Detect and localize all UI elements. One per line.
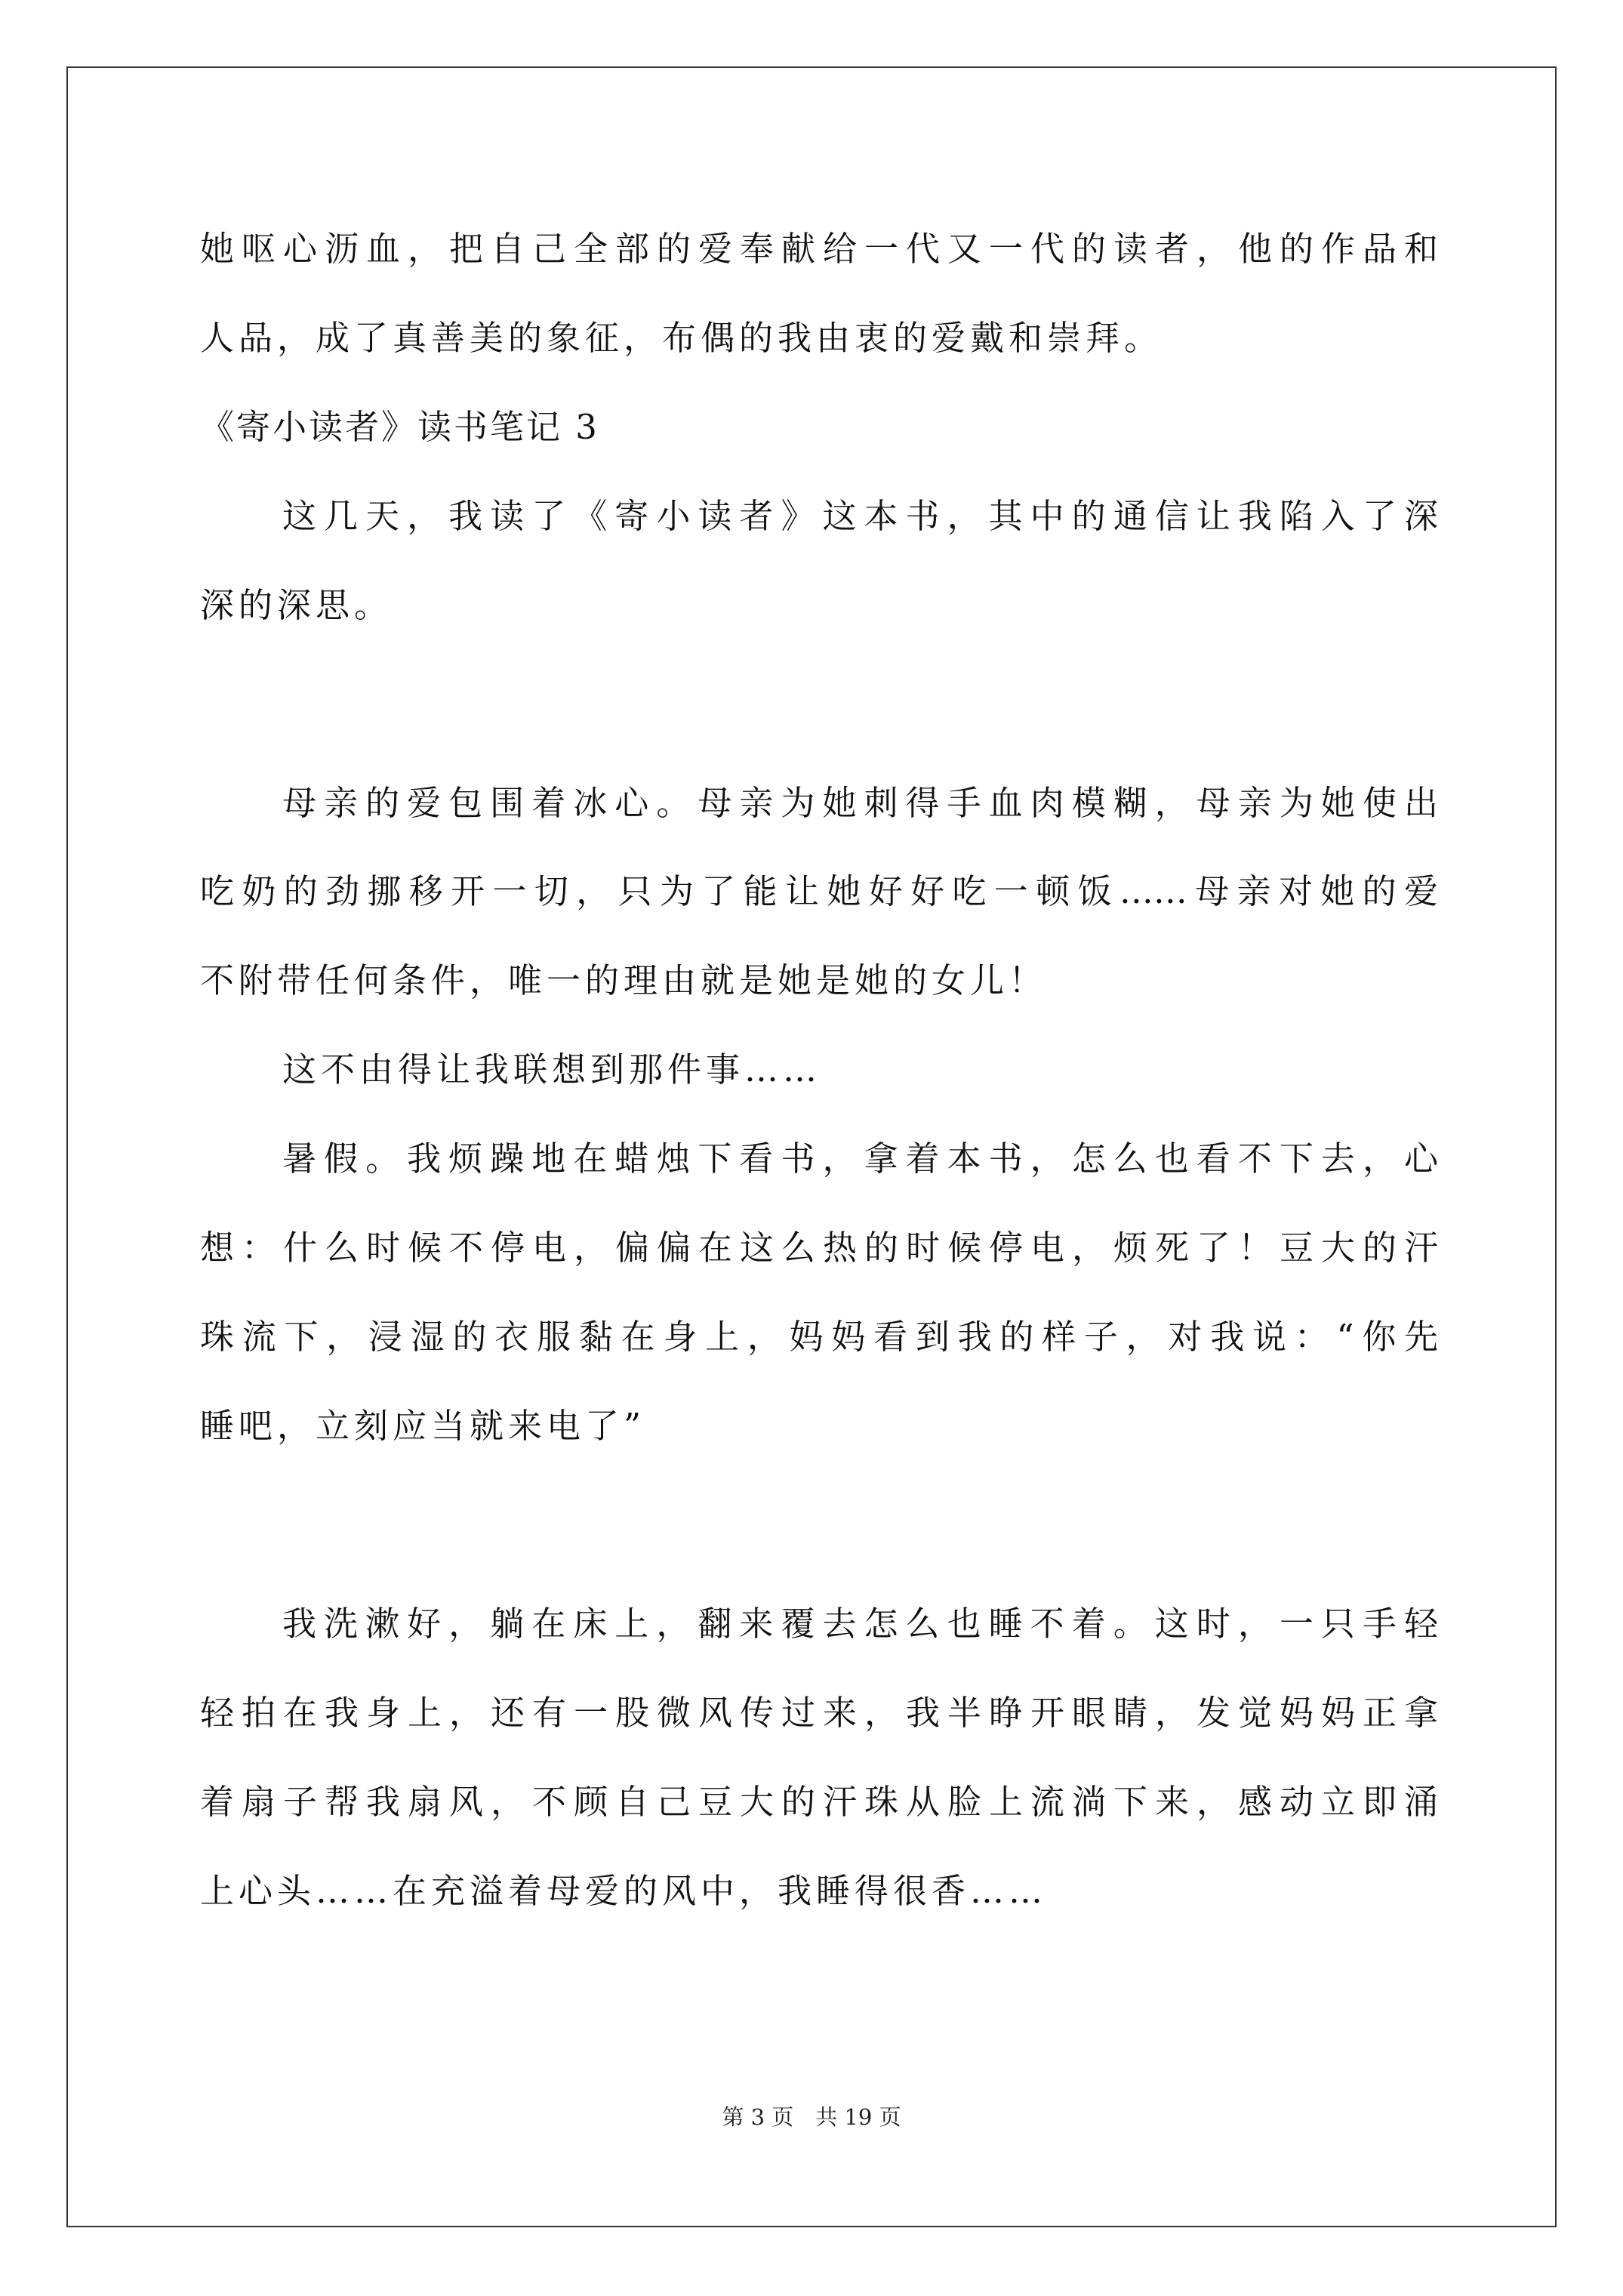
text-line: 不附带任何条件，唯一的理由就是她是她的女儿！ [200, 960, 1048, 1000]
text-line: 深的深思。 [200, 585, 393, 625]
section-heading: 《寄小读者》读书笔记 3 [200, 407, 599, 447]
paragraph-start-line: 暑假。我烦躁地在蜡烛下看书，拿着本书，怎么也看不下去，心 [282, 1139, 1438, 1179]
text-line: 她呕心沥血，把自己全部的爱奉献给一代又一代的读者，他的作品和 [200, 229, 1438, 269]
paragraph-start-line: 母亲的爱包围着冰心。母亲为她刺得手血肉模糊，母亲为她使出 [282, 783, 1438, 823]
page-number-footer: 第 3 页 共 19 页 [722, 2104, 901, 2130]
text-line: 上心头……在充溢着母爱的风中，我睡得很香…… [200, 1871, 1048, 1911]
text-line: 吃奶的劲挪移开一切，只为了能让她好好吃一顿饭……母亲对她的爱 [200, 871, 1438, 911]
text-line: 轻拍在我身上，还有一股微风传过来，我半睁开眼睛，发觉妈妈正拿 [200, 1693, 1438, 1733]
text-line: 想：什么时候不停电，偏偏在这么热的时候停电，烦死了！豆大的汗 [200, 1228, 1438, 1268]
text-line: 人品，成了真善美的象征，布偶的我由衷的爱戴和崇拜。 [200, 318, 1163, 358]
text-line: 睡吧，立刻应当就来电了” [200, 1406, 646, 1446]
paragraph-start-line: 这几天，我读了《寄小读者》这本书，其中的通信让我陷入了深 [282, 496, 1438, 536]
paragraph-start-line: 我洗漱好，躺在床上，翻来覆去怎么也睡不着。这时，一只手轻 [282, 1604, 1438, 1644]
text-line: 着扇子帮我扇风，不顾自己豆大的汗珠从脸上流淌下来，感动立即涌 [200, 1782, 1438, 1822]
text-line: 珠流下，浸湿的衣服黏在身上，妈妈看到我的样子，对我说：“你先 [200, 1317, 1438, 1357]
paragraph-start-line: 这不由得让我联想到那件事…… [282, 1049, 822, 1089]
